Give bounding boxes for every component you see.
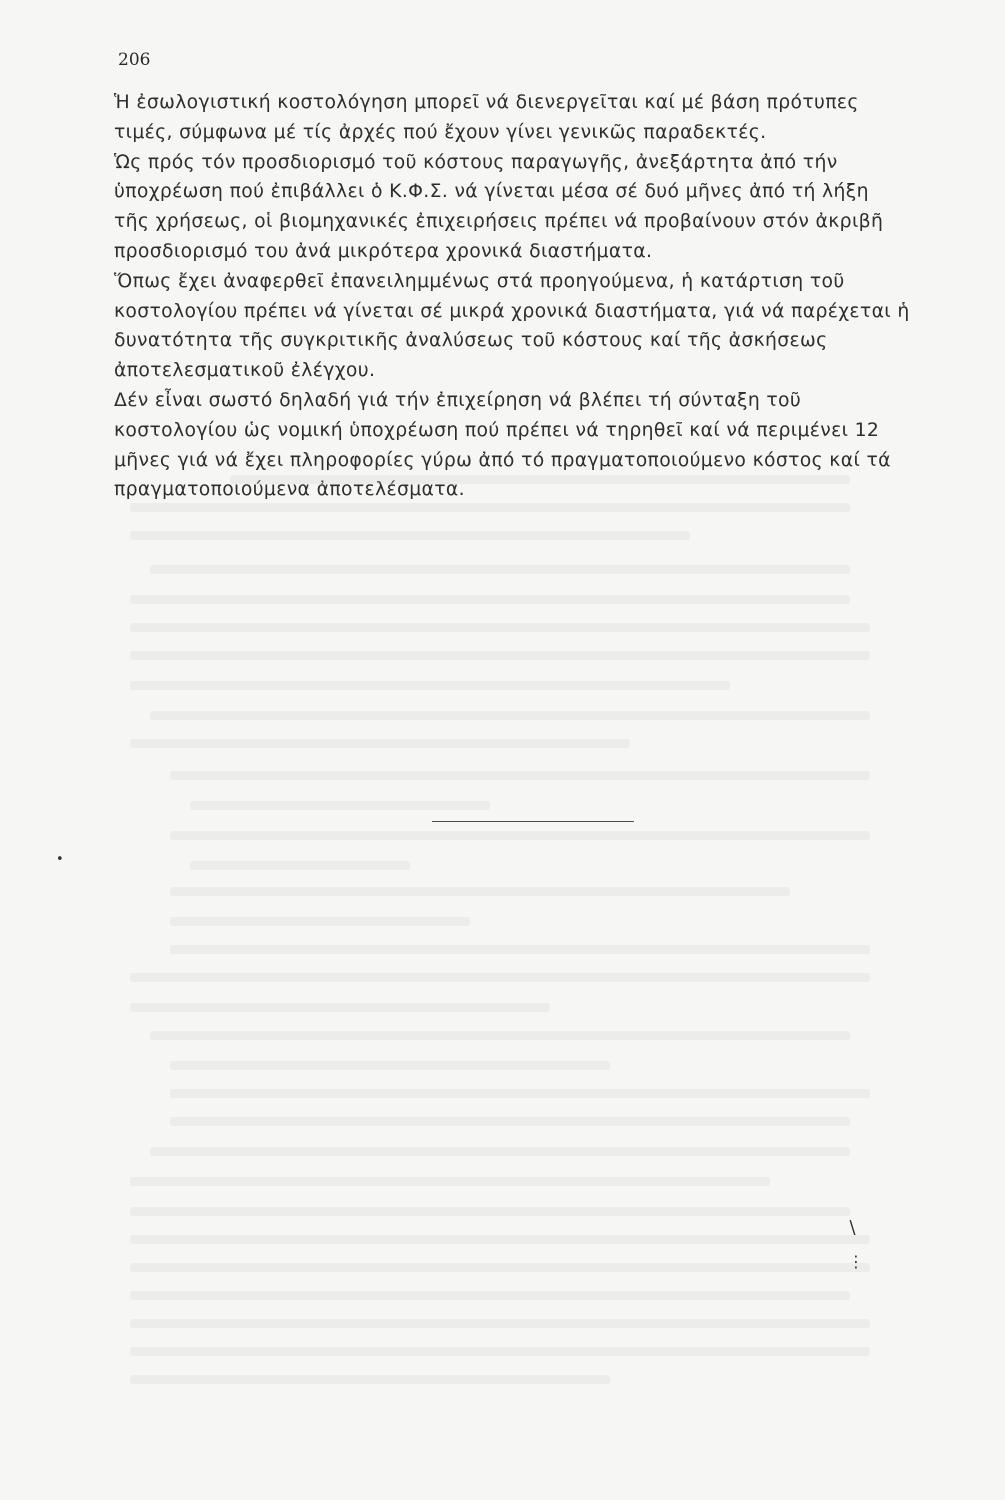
- section-divider-line: [432, 821, 634, 822]
- ink-speck-mark: ⋮: [848, 1252, 864, 1271]
- paragraph-2: Ὡς πρός τόν προσδιορισμό τοῦ κόστους παραγωγῆς, ἀνεξάρτητα ἀπό τήν ὑποχρέωση πού ἐπιβάλλει ὁ Κ.Φ.Σ. νά γίνεται μέσα σέ δυό μῆνες ἀπό τή λήξη τῆς χρήσεως, οἱ βιομηχανικές ἐπιχειρήσεις πρέπει νά προβαίνουν στόν ἀκριβῆ προσδιορισμό του ἀνά μικρότερα χρονικά διαστήματα.: [114, 151, 884, 262]
- paragraph-4: Δέν εἶναι σωστό δηλαδή γιά τήν ἐπιχείρηση νά βλέπει τή σύνταξη τοῦ κοστολογίου ὡς νομική ὑποχρέωση πού πρέπει νά τηρηθεῖ καί νά περιμένει 12 μῆνες γιά νά ἔχει πληροφορίες γύρω ἀπό τό πραγματοποιούμενο κόστος καί τά πραγματοποιούμενα ἀποτελέσματα.: [114, 389, 891, 501]
- ink-speck-mark: •: [56, 852, 64, 867]
- paragraph-1: Ἡ ἐσωλογιστική κοστολόγηση μπορεῖ νά διενεργεῖται καί μέ βάση πρότυπες τιμές, σύμφωνα μέ τίς ἀρχές πού ἔχουν γίνει γενικῶς παραδεκτές.: [114, 92, 859, 143]
- page-number: 206: [118, 50, 151, 70]
- ink-speck-mark: ∖: [846, 1218, 858, 1239]
- body-text: [114, 88, 910, 505]
- paragraph-3: Ὅπως ἔχει ἀναφερθεῖ ἐπανειλημμένως στά προηγούμενα, ἡ κατάρτιση τοῦ κοστολογίου πρέπει νά γίνεται σέ μικρά χρονικά διαστήματα, γιά νά παρέχεται ἡ δυνατότητα τῆς συγκριτικῆς ἀναλύσεως τοῦ κόστους καί τῆς ἀσκήσεως ἀποτελεσματικοῦ ἐλέγχου.: [114, 270, 910, 382]
- bleed-through-texture: [130, 455, 910, 1395]
